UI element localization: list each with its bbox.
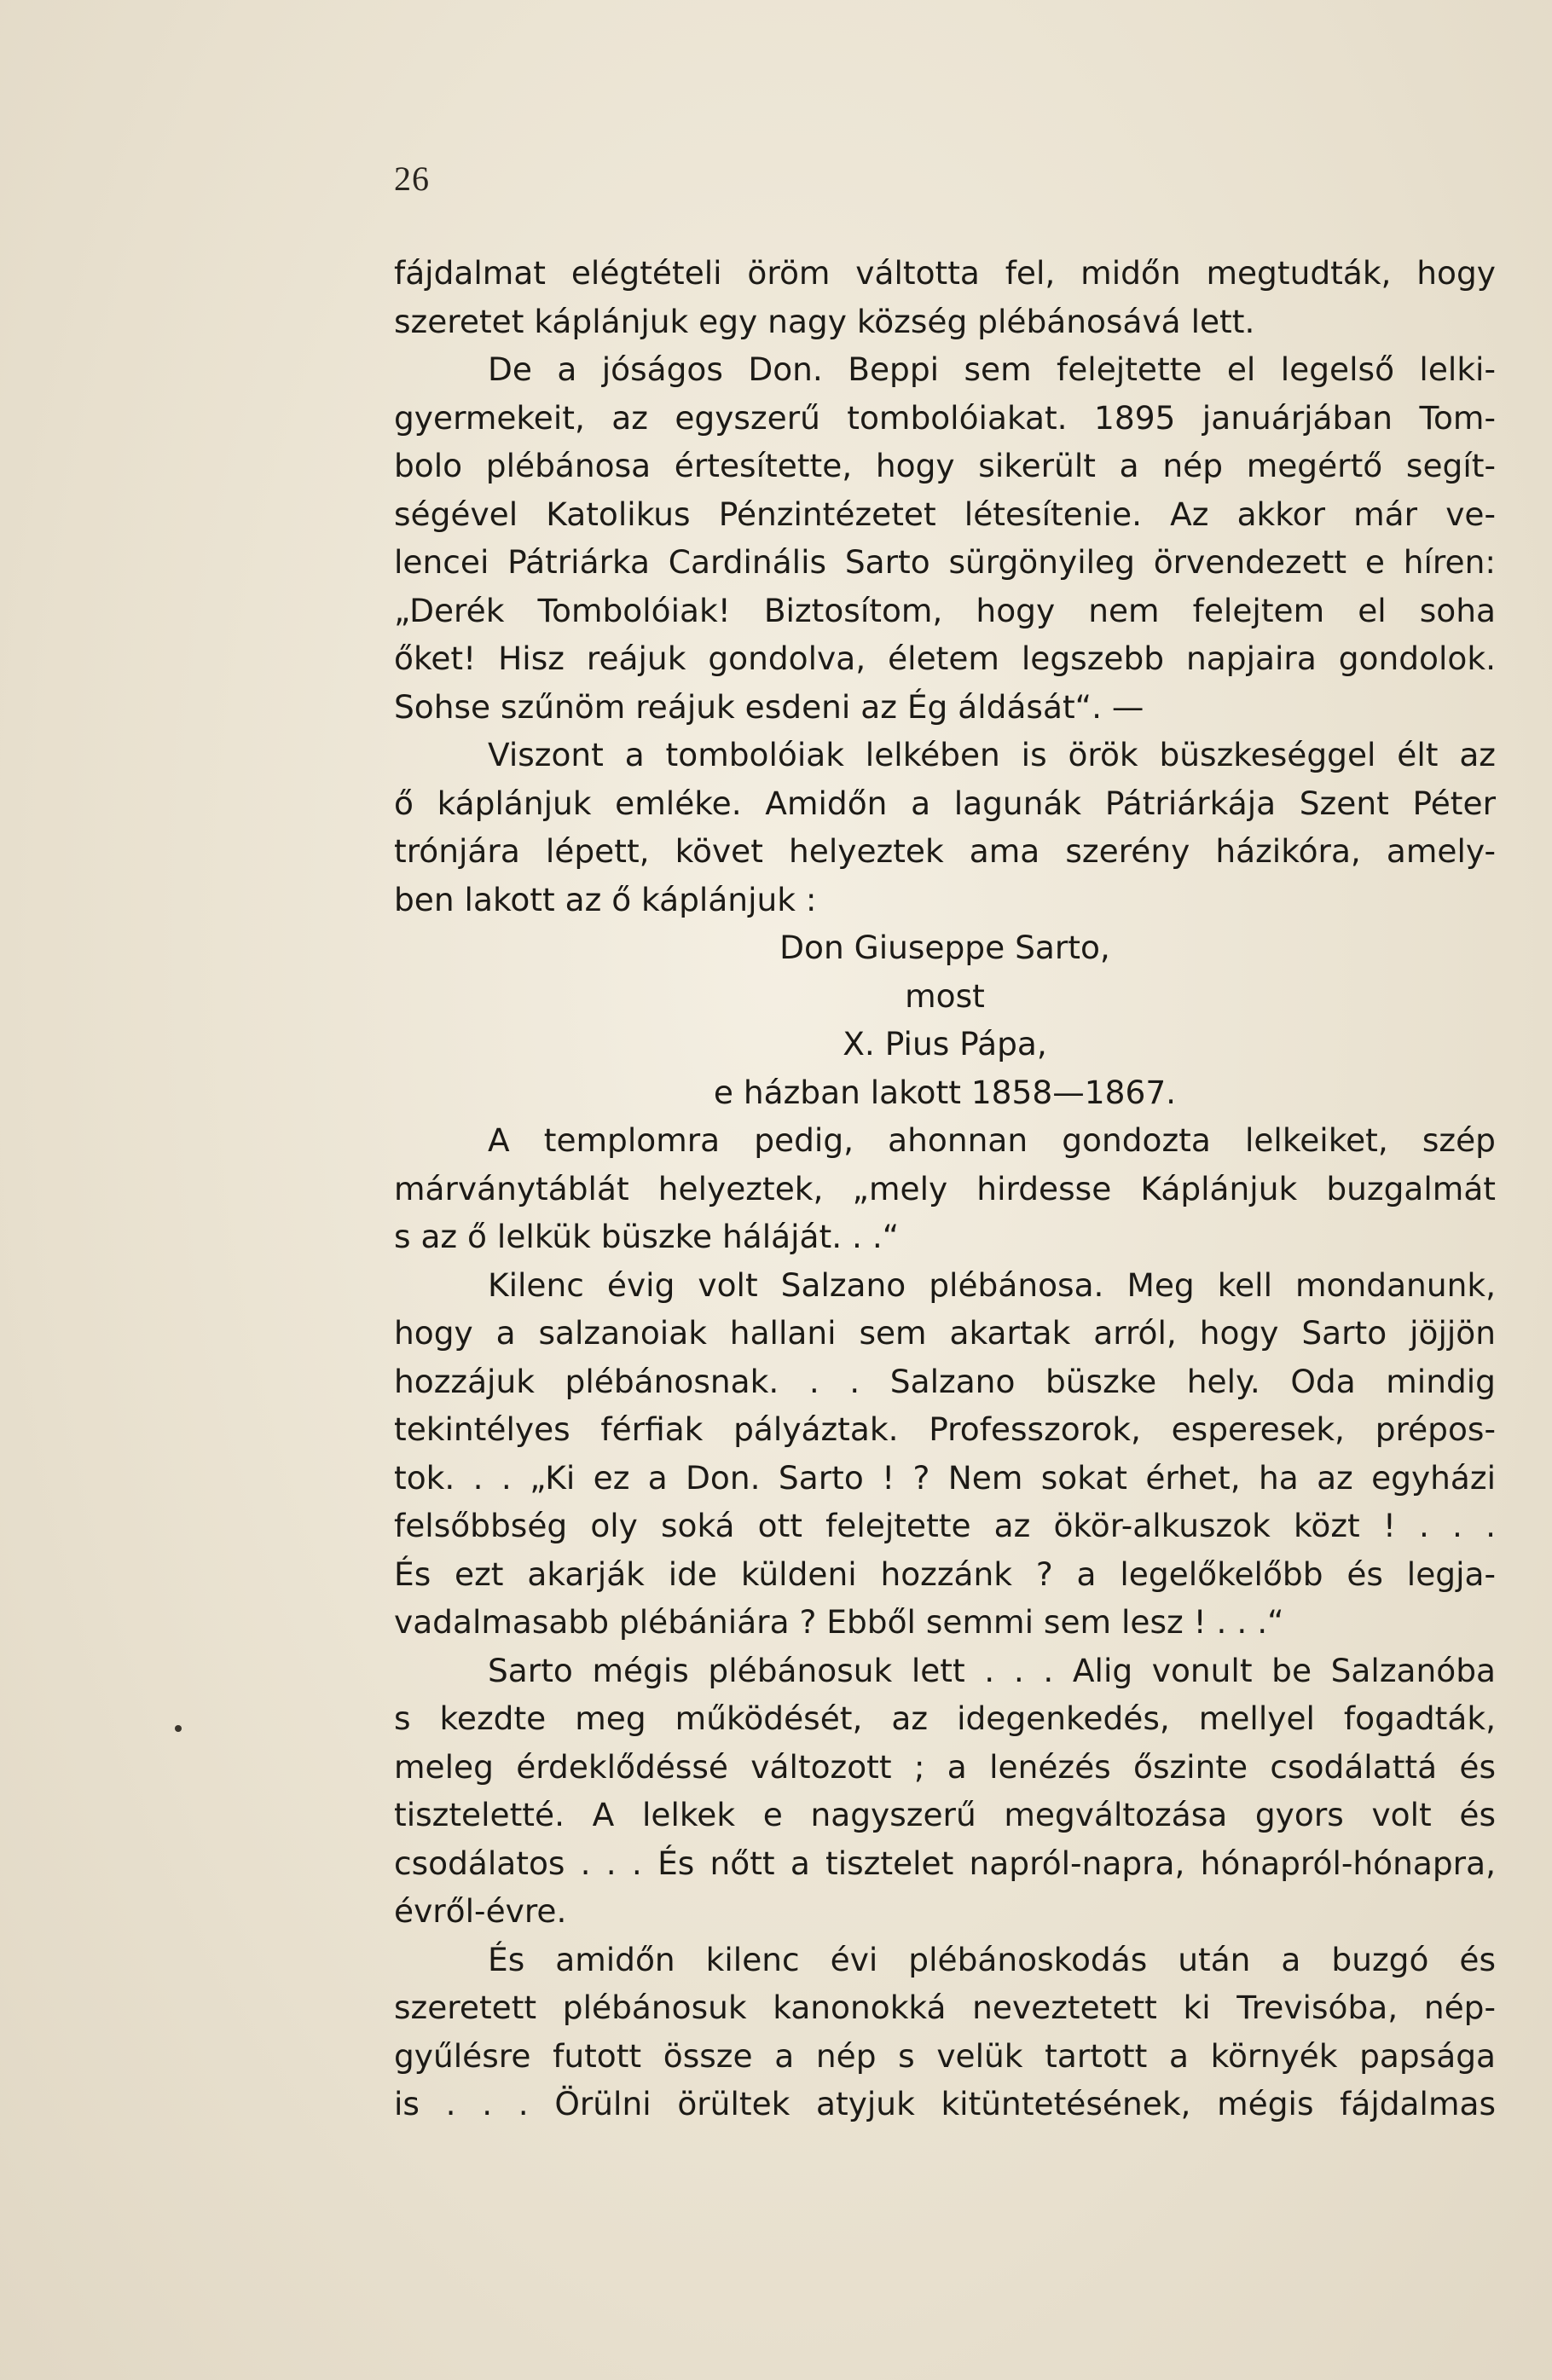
inscription-line: X. Pius Pápa,: [843, 1025, 1047, 1063]
inscription-line: Don Giuseppe Sarto,: [779, 929, 1110, 966]
text-line: szeretet káplánjuk egy nagy község plébánosává lett.: [394, 302, 1255, 340]
text-line: s az ő lelkük büszke háláját. . .“: [394, 1218, 900, 1255]
text-line: is . . . Örülni örültek atyjuk kitüntetésének, mégis fájdalmas: [394, 2085, 1496, 2122]
text-line: tiszteletté. A lelkek e nagyszerű megváltozása gyors volt és: [394, 1796, 1496, 1833]
text-line: csodálatos . . . És nőtt a tisztelet napról-napra, hónapról-hónapra,: [394, 1844, 1496, 1882]
text-line: gyűlésre futott össze a nép s velük tartott a környék papsága: [394, 2036, 1496, 2075]
text-line: gyermekeit, az egyszerű tombolóiakat. 1895 januárjában Tom-: [394, 398, 1496, 437]
text-line: hozzájuk plébánosnak. . . Salzano büszke hely. Oda mindig: [394, 1362, 1496, 1400]
text-line: „Derék Tombolóiak! Biztosítom, hogy nem felejtem el soha: [394, 591, 1496, 629]
text-line: tekintélyes férfiak pályáztak. Professzorok, esperesek, prépos-: [394, 1410, 1496, 1448]
text-line: A templomra pedig, ahonnan gondozta lelkeiket, szép: [488, 1121, 1496, 1159]
text-line: évről-évre.: [394, 1892, 567, 1930]
inscription-line: most: [905, 976, 985, 1015]
text-line: lencei Pátriárka Cardinális Sarto sürgönyileg örvendezett e híren:: [394, 543, 1496, 581]
text-line: ségével Katolikus Pénzintézetet létesítenie. Az akkor már ve-: [394, 495, 1496, 533]
text-line: tok. . . „Ki ez a Don. Sarto ! ? Nem sokat érhet, ha az egyházi: [394, 1458, 1496, 1497]
text-line: ben lakott az ő káplánjuk :: [394, 880, 817, 918]
text-line: hogy a salzanoiak hallani sem akartak arról, hogy Sarto jöjjön: [394, 1314, 1496, 1352]
text-line: És amidőn kilenc évi plébánoskodás után a buzgó és: [488, 1940, 1496, 1978]
body-text: [394, 249, 1496, 2128]
text-line: vadalmasabb plébániára ? Ebből semmi sem lesz ! . . .“: [394, 1603, 1284, 1641]
inscription-line: e házban lakott 1858—1867.: [713, 1073, 1177, 1111]
text-line: ő káplánjuk emléke. Amidőn a lagunák Pátriárkája Szent Péter: [394, 784, 1496, 822]
text-line: márványtáblát helyeztek, „mely hirdesse Káplánjuk buzgalmát: [394, 1169, 1496, 1207]
page-number: 26: [394, 159, 430, 198]
text-line: bolo plébánosa értesítette, hogy sikerült a nép megértő segít-: [394, 447, 1496, 484]
margin-speck: [175, 1725, 182, 1732]
text-line: meleg érdeklődéssé változott ; a lenézés őszinte csodálattá és: [394, 1747, 1496, 1786]
text-line: Kilenc évig volt Salzano plébánosa. Meg kell mondanunk,: [488, 1265, 1496, 1304]
text-line: Sarto mégis plébánosuk lett . . . Alig vonult be Salzanóba: [488, 1651, 1496, 1689]
text-line: felsőbbség oly soká ott felejtette az ökör-alkuszok közt ! . . .: [394, 1507, 1496, 1544]
text-line: fájdalmat elégtételi öröm váltotta fel, midőn megtudták, hogy: [394, 254, 1496, 292]
text-line: trónjára lépett, követ helyeztek ama szerény házikóra, amely-: [394, 832, 1496, 870]
text-line: szeretett plébánosuk kanonokká neveztetett ki Trevisóba, nép-: [394, 1989, 1496, 2026]
text-line: őket! Hisz reájuk gondolva, életem legszebb napjaira gondolok.: [394, 640, 1496, 677]
text-line: Viszont a tombolóiak lelkében is örök büszkeséggel élt az: [488, 736, 1496, 773]
text-line: s kezdte meg működését, az idegenkedés, mellyel fogadták,: [394, 1700, 1496, 1737]
text-line: És ezt akarják ide küldeni hozzánk ? a legelőkelőbb és legja-: [394, 1555, 1496, 1593]
text-line: Sohse szűnöm reájuk esdeni az Ég áldását“. —: [394, 687, 1144, 726]
text-line: De a jóságos Don. Beppi sem felejtette el legelső lelki-: [488, 350, 1496, 388]
